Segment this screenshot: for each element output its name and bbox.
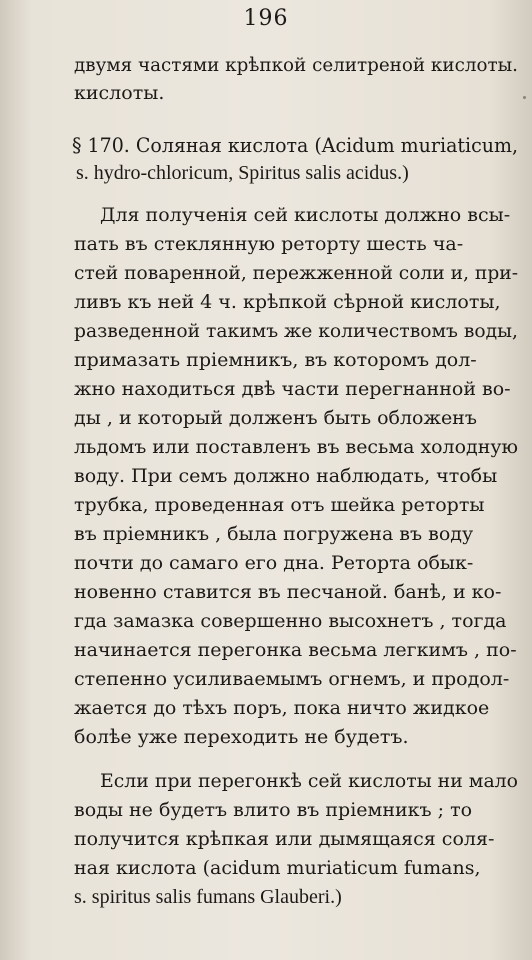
text-line: примазать пріемникъ, въ которомъ дол-	[74, 349, 477, 371]
text-line: воду. При семъ должно наблюдать, чтобы	[74, 465, 498, 487]
text-line: въ пріемникъ , была погружена въ воду	[74, 523, 474, 545]
text-line: двумя частями крѣпкой селитреной кислоты.	[74, 54, 519, 76]
text-line: ды , и который долженъ быть обложенъ	[74, 407, 477, 429]
text-line: трубка, проведенная отъ шейка реторты	[74, 494, 485, 516]
text-line: почти до самаго его дна. Реторта обык-	[74, 552, 474, 574]
section-heading-line: s. hydro-chloricum, Spiritus salis acidus.)	[76, 162, 409, 184]
page-number: 196	[243, 6, 289, 31]
text-line: гда замазка совершенно высохнетъ , тогда	[74, 610, 507, 632]
text-line: льдомъ или поставленъ въ весьма холодную	[74, 436, 519, 458]
text-line: ная кислота (acidum muriaticum fumans,	[74, 857, 481, 879]
text-line: новенно ставится въ песчаной. банѣ, и ко-	[74, 581, 502, 603]
text-line: получится крѣпкая или дымящаяся соля-	[74, 828, 495, 850]
text-line: разведенной такимъ же количествомъ воды,	[74, 320, 518, 342]
section-heading-line: § 170. Соляная кислота (Acidum muriaticum,	[72, 133, 519, 157]
text-line: степенно усиливаемымъ огнемъ, и продол-	[74, 668, 510, 690]
text-line: воды не будетъ влито въ пріемникъ ; то	[74, 799, 473, 821]
text-line: кислоты.	[74, 82, 165, 104]
text-line: Если при перегонкѣ сей кислоты ни мало	[100, 770, 519, 792]
text-line: жается до тѣхъ поръ, пока ничто жидкое	[74, 697, 490, 719]
text-line: ливъ къ ней 4 ч. крѣпкой сѣрной кислоты,	[74, 291, 501, 313]
text-line: начинается перегонка весьма легкимъ , по-	[74, 639, 517, 661]
paper-speck	[523, 96, 526, 99]
text-line: стей поваренной, пережженной соли и, при-	[74, 262, 518, 284]
text-line: пать въ стеклянную реторту шесть ча-	[74, 233, 464, 255]
text-line: s. spiritus salis fumans Glauberi.)	[74, 886, 342, 908]
text-line: жно находиться двѣ части перегнанной во-	[74, 378, 511, 400]
text-line: Для полученія сей кислоты должно всы-	[100, 204, 511, 226]
text-line: болѣе уже переходить не будетъ.	[74, 726, 409, 748]
